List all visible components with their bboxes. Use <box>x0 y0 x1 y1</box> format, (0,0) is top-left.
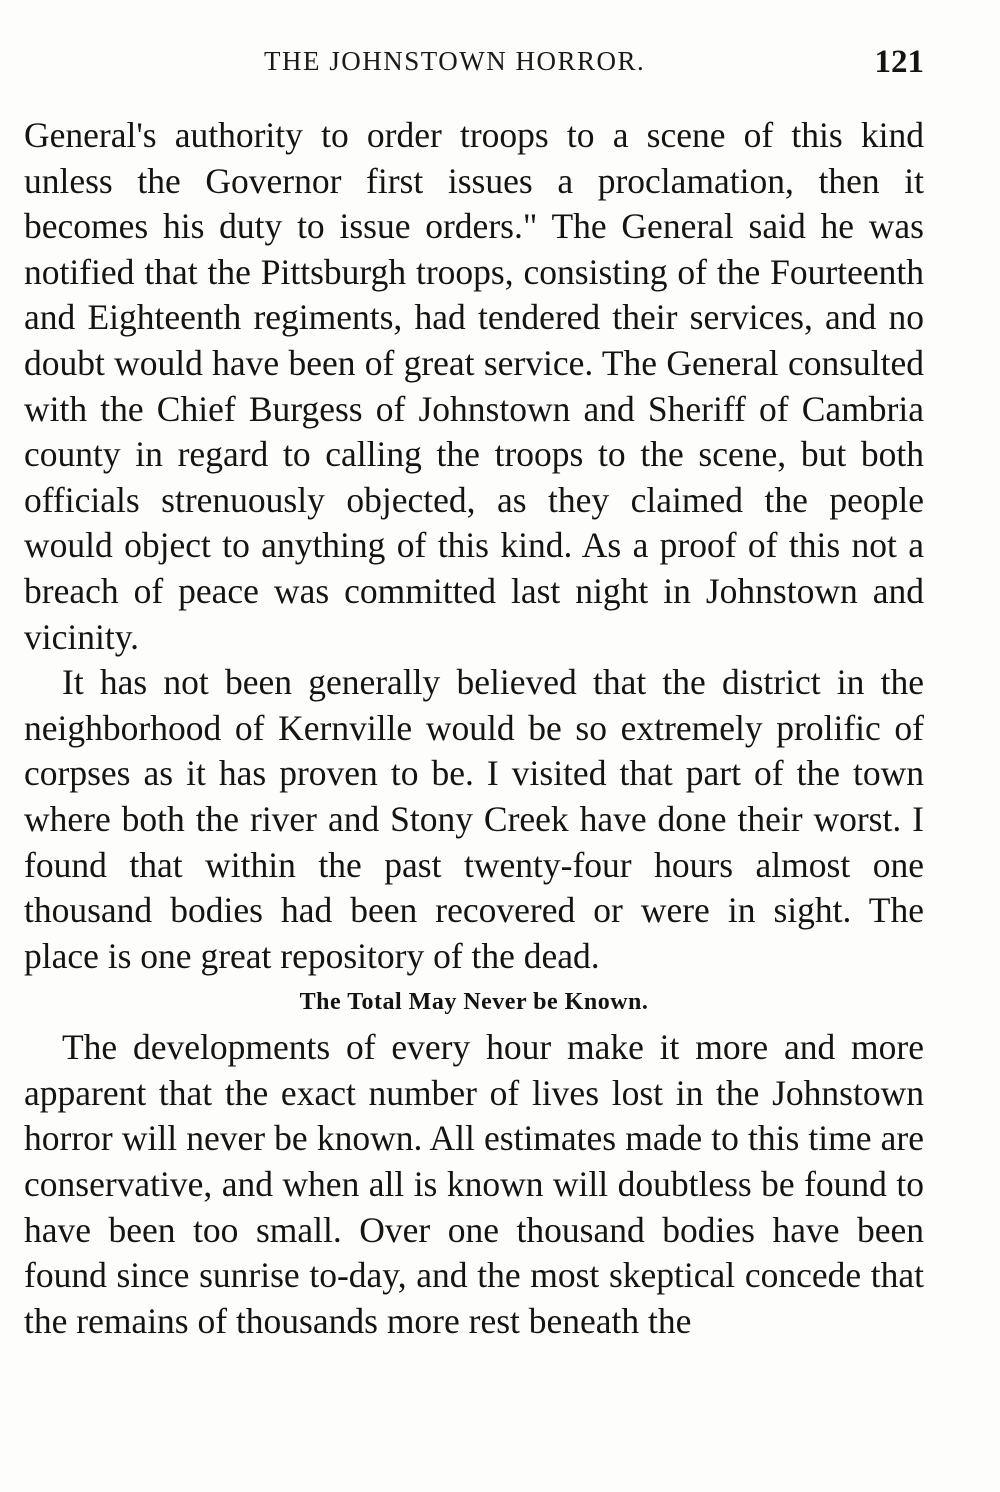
running-head <box>24 46 924 86</box>
paragraph-continuation: General's authority to order troops to a scene of this kind unless the Governor first issues a proclamation, then it becomes his duty to issue orders." The General said he was notified that the Pittsburgh troops, consisting of the Fourteenth and Eighteenth regiments, had tendered their services, and no doubt would have been of great service. The General consulted with the Chief Burgess of Johnstown and Sheriff of Cambria county in regard to calling the troops to the scene, but both officials strenuously objected, as they claimed the people would object to anything of this kind. As a proof of this not a breach of peace was committed last night in Johnstown and vicinity. <box>24 115 924 657</box>
body-text <box>24 113 924 1344</box>
page-number: 121 <box>874 44 924 80</box>
running-title: THE JOHNSTOWN HORROR. <box>264 46 646 76</box>
section-subheading: The Total May Never be Known. <box>299 989 649 1016</box>
paragraph-kernville: It has not been generally believed that the district in the neighborhood of Kernville would be so extremely prolific of corpses as it has proven to be. I visited that part of the town where both the river and Stony Creek have done their worst. I found that within the past twenty-four hours almost one thousand bodies had been recovered or were in sight. The place is one great repository of the dead. <box>24 662 924 976</box>
paragraph-total-unknown: The developments of every hour make it more and more apparent that the exact number of lives lost in the Johnstown horror will never be known. All estimates made to this time are conservative, and when all is known will doubtless be found to have been too small. Over one thousand bodies have been found since sunrise to-day, and the most skeptical concede that the remains of thousands more rest beneath the <box>24 1027 924 1341</box>
